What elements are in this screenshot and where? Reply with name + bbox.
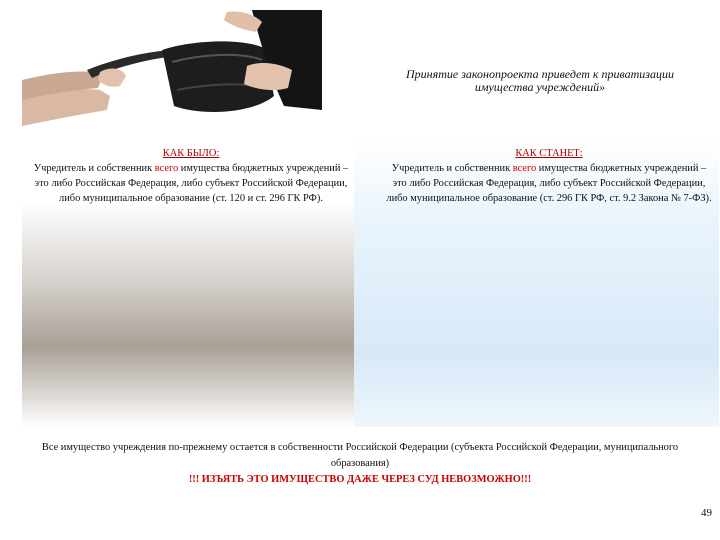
hands-grabbing-bag-illustration bbox=[22, 10, 322, 137]
before-text-end: имущества бюджетных учреждений – это либо Российская Федерация, либо субъект Российской Федерации, либо муниципальное образование (ст. 120 и ст. 296 ГК РФ). bbox=[34, 163, 349, 204]
bottom-alert: !!! ИЗЪЯТЬ ЭТО ИМУЩЕСТВО ДАЖЕ ЧЕРЕЗ СУД НЕВОЗМОЖНО!!! bbox=[188, 474, 532, 485]
before-heading: КАК БЫЛО: bbox=[162, 148, 220, 159]
slide-title: Принятие законопроекта приведет к приватизации имущества учреждений» bbox=[406, 67, 674, 94]
left-hand-shape bbox=[98, 69, 126, 87]
after-text-end: имущества бюджетных учреждений – это либо Российская Федерация, либо субъект Российской Федерации, либо муниципальное образование (ст. 296 ГК РФ, ст. 9.2 Закона № 7-ФЗ). bbox=[386, 163, 712, 204]
after-column bbox=[384, 146, 714, 206]
after-highlight: всего bbox=[512, 163, 537, 174]
after-heading: КАК СТАНЕТ: bbox=[515, 148, 583, 159]
before-text-start: Учредитель и собственник bbox=[33, 163, 155, 174]
before-highlight: всего bbox=[154, 163, 179, 174]
page-number: 49 bbox=[701, 507, 712, 519]
bottom-statement bbox=[30, 440, 690, 488]
bottom-text: Все имущество учреждения по-прежнему остается в собственности Российской Федерации (субъекта Российской Федерации, муниципального образования) bbox=[41, 442, 679, 469]
right-hand-shape bbox=[244, 63, 292, 90]
after-text-start: Учредитель и собственник bbox=[391, 163, 513, 174]
hands-grabbing-bag-image bbox=[22, 10, 322, 137]
before-column bbox=[26, 146, 356, 206]
